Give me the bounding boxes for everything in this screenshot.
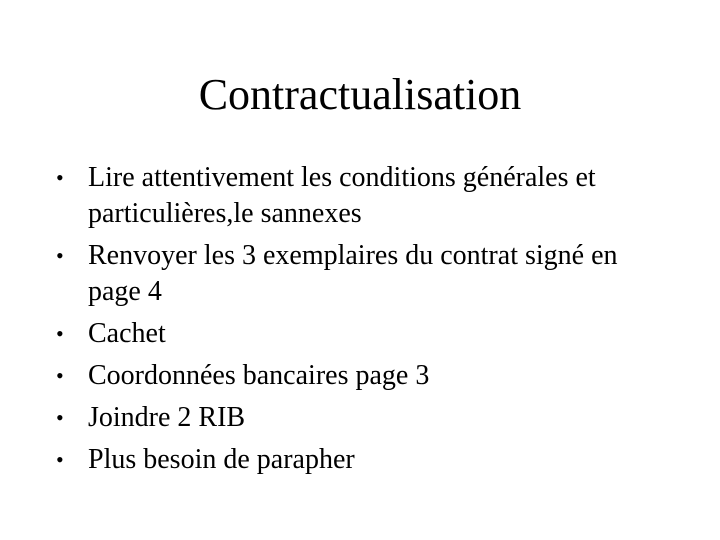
list-item-text: Joindre 2 RIB (88, 402, 246, 433)
bullet-icon: • (56, 243, 64, 268)
list-item-text: Coordonnées bancaires page 3 (88, 360, 430, 391)
list-item (56, 358, 676, 394)
bullet-list (56, 160, 676, 484)
bullet-icon: • (56, 405, 64, 430)
list-item (56, 316, 676, 352)
bullet-icon: • (56, 321, 64, 346)
list-item-text: Plus besoin de parapher (88, 444, 355, 475)
slide-title: Contractualisation (198, 70, 522, 119)
list-item-text: Cachet (88, 318, 166, 349)
list-item-text: Lire attentivement les conditions générales et particulières,le sannexes (88, 162, 596, 229)
list-item (56, 160, 676, 232)
bullet-icon: • (56, 165, 64, 190)
list-item (56, 238, 676, 310)
list-item (56, 400, 676, 436)
bullet-icon: • (56, 447, 64, 472)
bullet-icon: • (56, 363, 64, 388)
list-item (56, 442, 676, 478)
list-item-text: Renvoyer les 3 exemplaires du contrat signé en page 4 (88, 240, 618, 307)
